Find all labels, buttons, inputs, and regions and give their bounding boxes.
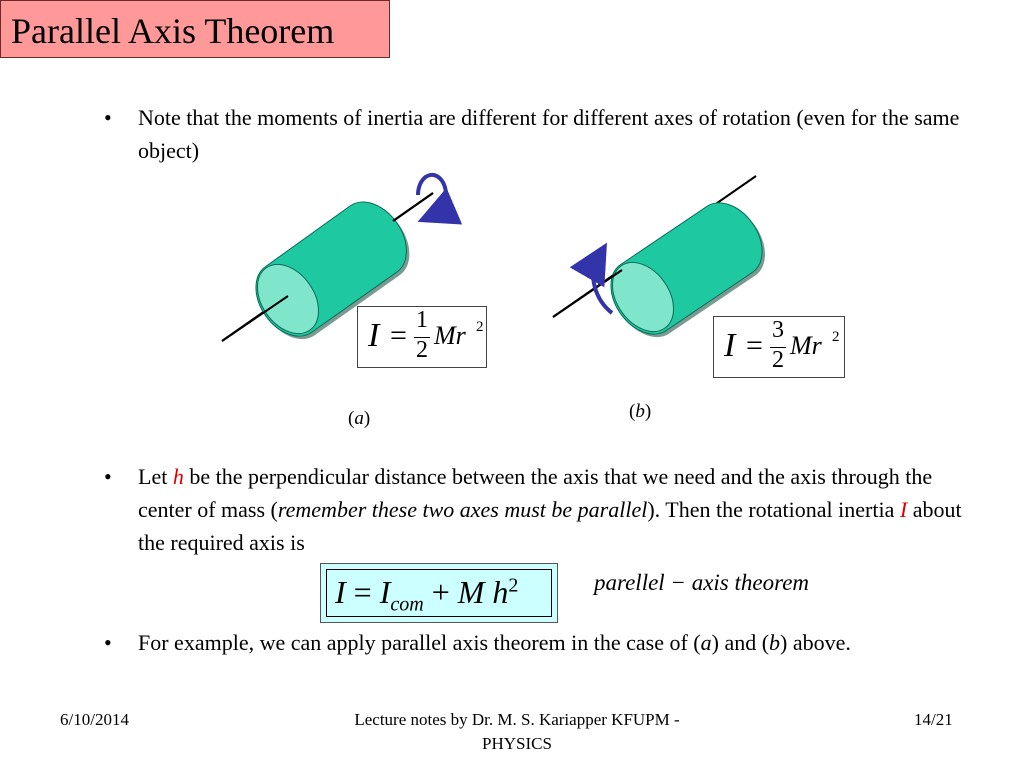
formula-a-Mr: Mr	[434, 321, 466, 350]
formula-b-Mr: Mr	[790, 331, 822, 360]
formula-b	[713, 316, 845, 378]
page-title: Parallel Axis Theorem	[11, 11, 335, 51]
label-a: (a)	[348, 408, 371, 429]
formula-b-numerator: 3	[772, 317, 784, 343]
formula-b-denominator: 2	[772, 347, 784, 373]
bullet-2-text: Let h be the perpendicular distance between the axis that we need and the axis through the center of mass (remember these two axes must be parallel). Then the rotational inertia I about the required axis is	[138, 464, 962, 555]
label-b: (b)	[629, 401, 652, 422]
rotation-arrow-b-icon	[593, 260, 612, 313]
formula-a-numerator: 1	[416, 307, 428, 333]
footer-date: 6/10/2014	[60, 710, 129, 729]
formula-a-I: I	[368, 317, 380, 354]
footer-page-number: 14/21	[914, 710, 953, 729]
parallel-axis-formula: $I = I_{com} + M$ $h^2$	[320, 563, 558, 623]
bullet-marker: •	[104, 464, 112, 489]
variable-I: I	[899, 497, 908, 522]
formula-b-exponent: 2	[832, 329, 840, 345]
formula-a-denominator: 2	[416, 337, 428, 363]
formula-a-exponent: 2	[476, 319, 484, 335]
variable-h: h	[172, 464, 184, 489]
formula-b-I: I	[724, 327, 736, 364]
theorem-label: parellel − axis theorem	[594, 570, 810, 595]
bullet-3-text: For example, we can apply parallel axis theorem in the case of (a) and (b) above.	[138, 630, 851, 655]
bullet-marker: •	[104, 630, 112, 655]
bullet-marker: •	[104, 105, 112, 130]
formula-a-eq: =	[390, 319, 407, 352]
bullet-1-text: Note that the moments of inertia are different for different axes of rotation (even for the same object)	[138, 105, 960, 163]
formula-a	[357, 306, 487, 368]
formula-b-eq: =	[746, 329, 763, 362]
footer-credit: Lecture notes by Dr. M. S. Kariapper KFUPM - PHYSICS	[354, 710, 680, 753]
